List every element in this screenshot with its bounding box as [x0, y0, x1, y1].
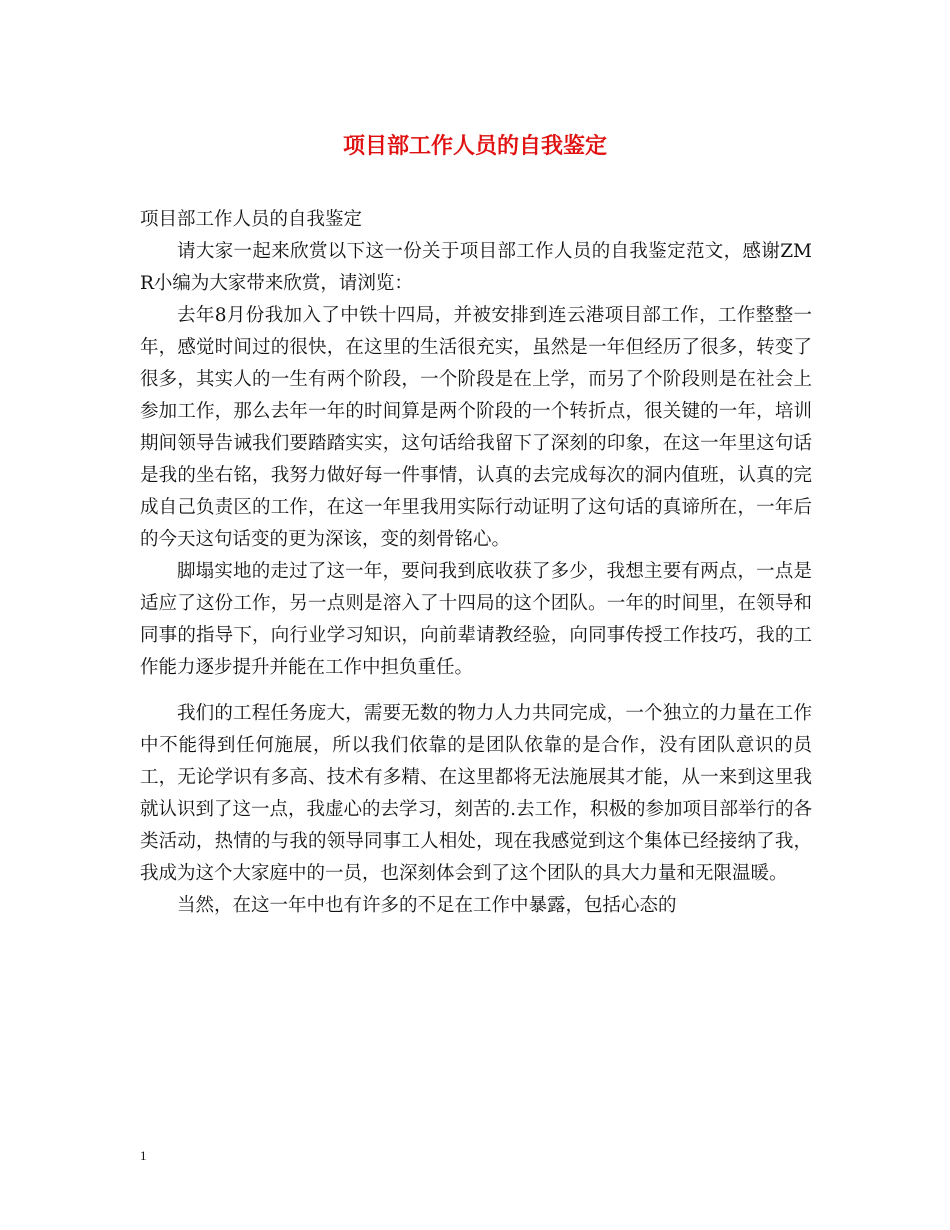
- document-body: [140, 204, 812, 922]
- paragraph-first-year: 去年8月份我加入了中铁十四局，并被安排到连云港项目部工作，工作整整一年，感觉时间过的很快，在这里的生活很充实，虽然是一年但经历了很多，转变了很多，其实人的一生有两个阶段，一个阶段是在上学，而另了个阶段则是在社会上参加工作，那么去年一年的时间算是两个阶段的一个转折点，很关键的一年，培训期间领导告诫我们要踏踏实实，这句话给我留下了深刻的印象，在这一年里这句话是我的坐右铭，我努力做好每一件事情，认真的去完成每次的洞内值班，认真的完成自己负责区的工作，在这一年里我用实际行动证明了这句话的真谛所在，一年后的今天这句话变的更为深该，变的刻骨铭心。: [140, 305, 812, 550]
- page-number: 1: [140, 1148, 147, 1163]
- document-subtitle: 项目部工作人员的自我鉴定: [140, 209, 363, 230]
- paragraph-gains: 脚塌实地的走过了这一年，要问我到底收获了多少，我想主要有两点，一点是适应了这份工作，另一点则是溶入了十四局的这个团队。一年的时间里，在领导和同事的指导下，向行业学习知识，向前辈请教经验，向同事传授工作技巧，我的工作能力逐步提升并能在工作中担负重任。: [140, 561, 812, 678]
- document-title: 项目部工作人员的自我鉴定: [342, 134, 607, 159]
- paragraph-teamwork: 我们的工程任务庞大，需要无数的物力人力共同完成，一个独立的力量在工作中不能得到任何施展，所以我们依靠的是团队依靠的是合作，没有团队意识的员工，无论学识有多高、技术有多精、在这里都将无法施展其才能，从一来到这里我就认识到了这一点，我虚心的去学习，刻苦的.去工作，积极的参加项目部举行的各类活动，热情的与我的领导同事工人相处，现在我感觉到这个集体已经接纳了我，我成为这个大家庭中的一员，也深刻体会到了这个团队的具大力量和无限温暖。: [140, 703, 812, 884]
- paragraph-intro: 请大家一起来欣赏以下这一份关于项目部工作人员的自我鉴定范文，感谢ZMR小编为大家带来欣赏，请浏览：: [140, 241, 812, 294]
- paragraph-shortcomings: 当然，在这一年中也有许多的不足在工作中暴露，包括心态的: [177, 895, 677, 916]
